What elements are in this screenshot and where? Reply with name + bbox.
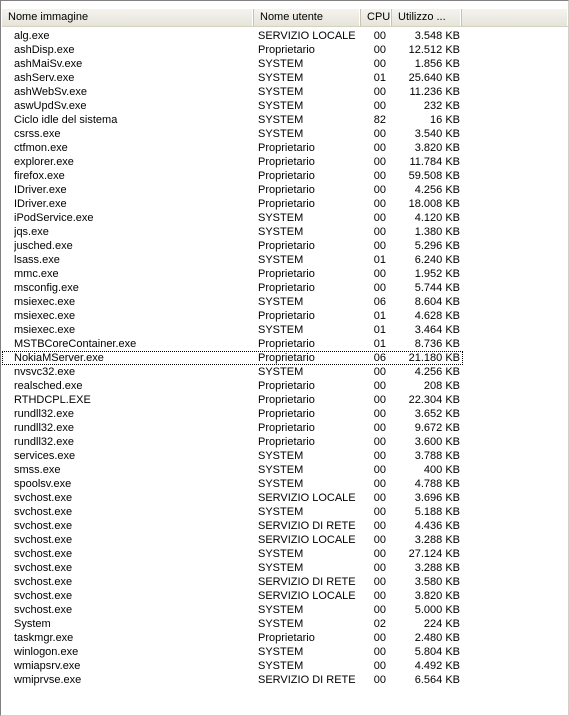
process-user: SYSTEM (258, 464, 304, 476)
process-row[interactable] (2, 239, 568, 253)
process-user: SYSTEM (258, 562, 304, 574)
process-cpu: 00 (373, 170, 386, 182)
process-name: jusched.exe (14, 240, 73, 252)
process-memory: 4.120 KB (414, 212, 460, 224)
process-memory: 3.820 KB (414, 590, 460, 602)
process-name: nvsvc32.exe (14, 366, 76, 378)
process-user: SYSTEM (258, 212, 304, 224)
process-user: SYSTEM (258, 604, 304, 616)
process-name: iPodService.exe (14, 212, 94, 224)
process-cpu: 06 (373, 296, 386, 308)
process-user: SERVIZIO LOCALE (258, 534, 356, 546)
process-user: Proprietario (258, 632, 315, 644)
process-memory: 400 KB (423, 464, 460, 476)
process-user: Proprietario (258, 198, 315, 210)
process-memory: 22.304 KB (408, 394, 460, 406)
process-memory: 3.788 KB (414, 450, 460, 462)
process-cpu: 00 (373, 590, 386, 602)
process-row[interactable] (2, 323, 568, 337)
process-user: Proprietario (258, 240, 315, 252)
process-name: winlogon.exe (14, 646, 79, 658)
process-user: Proprietario (258, 282, 315, 294)
process-name: ashWebSv.exe (14, 86, 87, 98)
process-user: SERVIZIO LOCALE (258, 590, 356, 602)
process-user: SERVIZIO DI RETE (258, 520, 356, 532)
process-memory: 5.000 KB (414, 604, 460, 616)
process-row[interactable] (2, 211, 568, 225)
process-name: svchost.exe (14, 604, 73, 616)
process-row[interactable] (2, 645, 568, 659)
process-cpu: 00 (373, 422, 386, 434)
process-name: spoolsv.exe (14, 478, 72, 490)
column-header-bar (2, 9, 568, 27)
process-name: aswUpdSv.exe (14, 100, 87, 112)
process-user: SYSTEM (258, 618, 304, 630)
process-cpu: 01 (373, 324, 386, 336)
process-row[interactable] (2, 197, 568, 211)
process-row[interactable] (2, 43, 568, 57)
process-name: ashServ.exe (14, 72, 75, 84)
process-name: csrss.exe (14, 128, 61, 140)
process-name: mmc.exe (14, 268, 59, 280)
process-row[interactable] (2, 421, 568, 435)
process-cpu: 00 (373, 226, 386, 238)
process-name: svchost.exe (14, 562, 73, 574)
process-cpu: 82 (373, 114, 386, 126)
process-row[interactable] (2, 113, 568, 127)
process-memory: 8.604 KB (414, 296, 460, 308)
process-cpu: 00 (373, 548, 386, 560)
process-row[interactable] (2, 141, 568, 155)
process-rows (2, 29, 568, 687)
process-row[interactable] (2, 463, 568, 477)
column-header-image-name[interactable]: Nome immagine (2, 9, 254, 27)
process-user: SYSTEM (258, 114, 304, 126)
process-name: wmiprvse.exe (14, 674, 82, 686)
process-cpu: 00 (373, 534, 386, 546)
process-user: Proprietario (258, 352, 315, 364)
process-row[interactable] (2, 547, 568, 561)
process-cpu: 00 (373, 86, 386, 98)
process-row[interactable] (2, 365, 568, 379)
process-user: SYSTEM (258, 296, 304, 308)
process-user: SERVIZIO LOCALE (258, 492, 356, 504)
process-user: SYSTEM (258, 324, 304, 336)
process-row[interactable] (2, 575, 568, 589)
process-memory: 25.640 KB (408, 72, 460, 84)
process-row[interactable] (2, 407, 568, 421)
process-user: Proprietario (258, 170, 315, 182)
process-row[interactable] (2, 267, 568, 281)
process-row[interactable] (2, 99, 568, 113)
process-cpu: 01 (373, 254, 386, 266)
process-memory: 1.856 KB (414, 58, 460, 70)
process-row[interactable] (2, 85, 568, 99)
process-user: Proprietario (258, 408, 315, 420)
process-memory: 21.180 KB (408, 352, 460, 364)
process-user: SERVIZIO DI RETE (258, 576, 356, 588)
process-name: svchost.exe (14, 520, 73, 532)
process-memory: 9.672 KB (414, 422, 460, 434)
process-row[interactable] (2, 379, 568, 393)
process-cpu: 00 (373, 58, 386, 70)
process-memory: 16 KB (430, 114, 460, 126)
process-cpu: 00 (373, 506, 386, 518)
process-cpu: 01 (373, 310, 386, 322)
process-row[interactable] (2, 393, 568, 407)
process-cpu: 00 (373, 450, 386, 462)
process-row[interactable] (2, 155, 568, 169)
process-name: realsched.exe (14, 380, 83, 392)
process-name: jqs.exe (14, 226, 49, 238)
process-user: SERVIZIO LOCALE (258, 30, 356, 42)
process-name: IDriver.exe (14, 198, 67, 210)
process-cpu: 00 (373, 100, 386, 112)
process-row[interactable] (2, 169, 568, 183)
process-memory: 1.380 KB (414, 226, 460, 238)
process-row[interactable] (2, 631, 568, 645)
process-user: SYSTEM (258, 128, 304, 140)
process-name: msiexec.exe (14, 324, 76, 336)
process-cpu: 00 (373, 380, 386, 392)
column-header-cpu[interactable]: CPU (361, 9, 392, 27)
process-user: SYSTEM (258, 86, 304, 98)
column-header-memory-usage[interactable]: Utilizzo ... (392, 9, 462, 27)
process-row[interactable] (2, 603, 568, 617)
process-name: firefox.exe (14, 170, 65, 182)
process-memory: 5.804 KB (414, 646, 460, 658)
process-name: svchost.exe (14, 492, 73, 504)
process-user: SYSTEM (258, 58, 304, 70)
process-row[interactable] (2, 449, 568, 463)
process-row[interactable] (2, 253, 568, 267)
process-name: explorer.exe (14, 156, 74, 168)
process-cpu: 00 (373, 576, 386, 588)
process-memory: 3.696 KB (414, 492, 460, 504)
process-name: rundll32.exe (14, 436, 74, 448)
process-cpu: 00 (373, 184, 386, 196)
process-name: msiexec.exe (14, 296, 76, 308)
column-header-user-name[interactable]: Nome utente (254, 9, 361, 27)
process-name: Ciclo idle del sistema (14, 114, 118, 126)
process-cpu: 00 (373, 142, 386, 154)
process-cpu: 00 (373, 464, 386, 476)
process-user: Proprietario (258, 184, 315, 196)
process-cpu: 00 (373, 478, 386, 490)
process-cpu: 00 (373, 212, 386, 224)
process-cpu: 06 (373, 352, 386, 364)
process-cpu: 00 (373, 674, 386, 686)
process-memory: 2.480 KB (414, 632, 460, 644)
process-user: Proprietario (258, 142, 315, 154)
process-memory: 4.492 KB (414, 660, 460, 672)
process-memory: 3.652 KB (414, 408, 460, 420)
process-user: SYSTEM (258, 450, 304, 462)
process-row[interactable] (2, 533, 568, 547)
process-user: Proprietario (258, 44, 315, 56)
process-name: smss.exe (14, 464, 61, 476)
process-name: ctfmon.exe (14, 142, 68, 154)
process-name: wmiapsrv.exe (14, 660, 81, 672)
process-user: Proprietario (258, 394, 315, 406)
process-memory: 3.540 KB (414, 128, 460, 140)
process-cpu: 00 (373, 240, 386, 252)
process-row[interactable] (2, 617, 568, 631)
process-user: Proprietario (258, 422, 315, 434)
process-memory: 3.288 KB (414, 534, 460, 546)
process-row[interactable] (2, 491, 568, 505)
process-row[interactable] (2, 281, 568, 295)
process-user: Proprietario (258, 380, 315, 392)
process-row[interactable] (2, 71, 568, 85)
process-cpu: 00 (373, 646, 386, 658)
process-memory: 11.236 KB (409, 86, 460, 98)
process-row[interactable] (2, 673, 568, 687)
process-memory: 208 KB (423, 380, 460, 392)
process-cpu: 00 (373, 562, 386, 574)
process-cpu: 00 (373, 436, 386, 448)
process-cpu: 00 (373, 366, 386, 378)
process-memory: 3.464 KB (414, 324, 460, 336)
process-memory: 59.508 KB (408, 170, 460, 182)
process-row[interactable] (2, 589, 568, 603)
process-cpu: 00 (373, 394, 386, 406)
process-row[interactable] (2, 519, 568, 533)
process-row[interactable] (2, 127, 568, 141)
column-header-filler (462, 9, 568, 27)
process-cpu: 01 (373, 72, 386, 84)
process-cpu: 00 (373, 198, 386, 210)
process-name: rundll32.exe (14, 408, 74, 420)
process-user: SYSTEM (258, 506, 304, 518)
process-user: SYSTEM (258, 548, 304, 560)
process-row[interactable] (2, 351, 463, 365)
process-name: System (14, 618, 51, 630)
process-cpu: 00 (373, 268, 386, 280)
process-user: Proprietario (258, 156, 315, 168)
process-memory: 4.256 KB (414, 366, 460, 378)
process-memory: 3.288 KB (414, 562, 460, 574)
process-memory: 5.296 KB (414, 240, 460, 252)
process-name: ashDisp.exe (14, 44, 75, 56)
process-cpu: 00 (373, 282, 386, 294)
process-memory: 4.788 KB (414, 478, 460, 490)
process-name: services.exe (14, 450, 76, 462)
process-name: MSTBCoreContainer.exe (14, 338, 137, 350)
process-cpu: 02 (373, 618, 386, 630)
process-row[interactable] (2, 477, 568, 491)
process-memory: 3.600 KB (414, 436, 460, 448)
process-name: RTHDCPL.EXE (14, 394, 91, 406)
process-user: SYSTEM (258, 254, 304, 266)
process-name: svchost.exe (14, 506, 73, 518)
process-user: Proprietario (258, 436, 315, 448)
process-memory: 8.736 KB (414, 338, 460, 350)
process-name: msiexec.exe (14, 310, 76, 322)
process-row[interactable] (2, 183, 568, 197)
process-memory: 232 KB (423, 100, 460, 112)
process-name: IDriver.exe (14, 184, 67, 196)
process-user: SYSTEM (258, 366, 304, 378)
process-memory: 4.628 KB (414, 310, 460, 322)
process-user: SYSTEM (258, 72, 304, 84)
process-name: NokiaMServer.exe (14, 352, 104, 364)
process-row[interactable] (2, 57, 568, 71)
process-row[interactable] (2, 295, 568, 309)
process-name: msconfig.exe (14, 282, 79, 294)
process-name: svchost.exe (14, 576, 73, 588)
process-row[interactable] (2, 309, 568, 323)
process-memory: 5.744 KB (414, 282, 460, 294)
process-memory: 12.512 KB (408, 44, 460, 56)
process-user: Proprietario (258, 338, 315, 350)
process-name: svchost.exe (14, 548, 73, 560)
process-cpu: 00 (373, 408, 386, 420)
process-user: SYSTEM (258, 646, 304, 658)
process-name: lsass.exe (14, 254, 60, 266)
process-cpu: 00 (373, 30, 386, 42)
process-memory: 224 KB (423, 618, 460, 630)
process-memory: 18.008 KB (408, 198, 460, 210)
process-row[interactable] (2, 29, 568, 43)
process-user: SERVIZIO DI RETE (258, 674, 356, 686)
process-row[interactable] (2, 561, 568, 575)
process-name: svchost.exe (14, 590, 73, 602)
process-cpu: 00 (373, 604, 386, 616)
process-name: rundll32.exe (14, 422, 74, 434)
process-row[interactable] (2, 435, 568, 449)
process-cpu: 01 (373, 338, 386, 350)
process-row[interactable] (2, 225, 568, 239)
process-memory: 6.240 KB (414, 254, 460, 266)
process-cpu: 00 (373, 156, 386, 168)
process-memory: 6.564 KB (414, 674, 460, 686)
process-memory: 4.256 KB (414, 184, 460, 196)
process-cpu: 00 (373, 660, 386, 672)
process-cpu: 00 (373, 492, 386, 504)
process-row[interactable] (2, 659, 568, 673)
process-user: SYSTEM (258, 226, 304, 238)
process-memory: 3.580 KB (414, 576, 460, 588)
process-cpu: 00 (373, 44, 386, 56)
process-name: ashMaiSv.exe (14, 58, 83, 70)
process-user: SYSTEM (258, 478, 304, 490)
process-user: SYSTEM (258, 660, 304, 672)
process-row[interactable] (2, 505, 568, 519)
process-name: alg.exe (14, 30, 50, 42)
process-cpu: 00 (373, 128, 386, 140)
process-name: svchost.exe (14, 534, 73, 546)
process-cpu: 00 (373, 520, 386, 532)
process-user: SYSTEM (258, 100, 304, 112)
process-memory: 27.124 KB (408, 548, 460, 560)
process-memory: 4.436 KB (414, 520, 460, 532)
process-memory: 1.952 KB (414, 268, 460, 280)
process-memory: 11.784 KB (409, 156, 460, 168)
process-row[interactable] (2, 337, 568, 351)
process-cpu: 00 (373, 632, 386, 644)
process-user: Proprietario (258, 310, 315, 322)
process-memory: 5.188 KB (414, 506, 460, 518)
process-name: taskmgr.exe (14, 632, 74, 644)
process-memory: 3.820 KB (414, 142, 460, 154)
process-user: Proprietario (258, 268, 315, 280)
process-memory: 3.548 KB (414, 30, 460, 42)
